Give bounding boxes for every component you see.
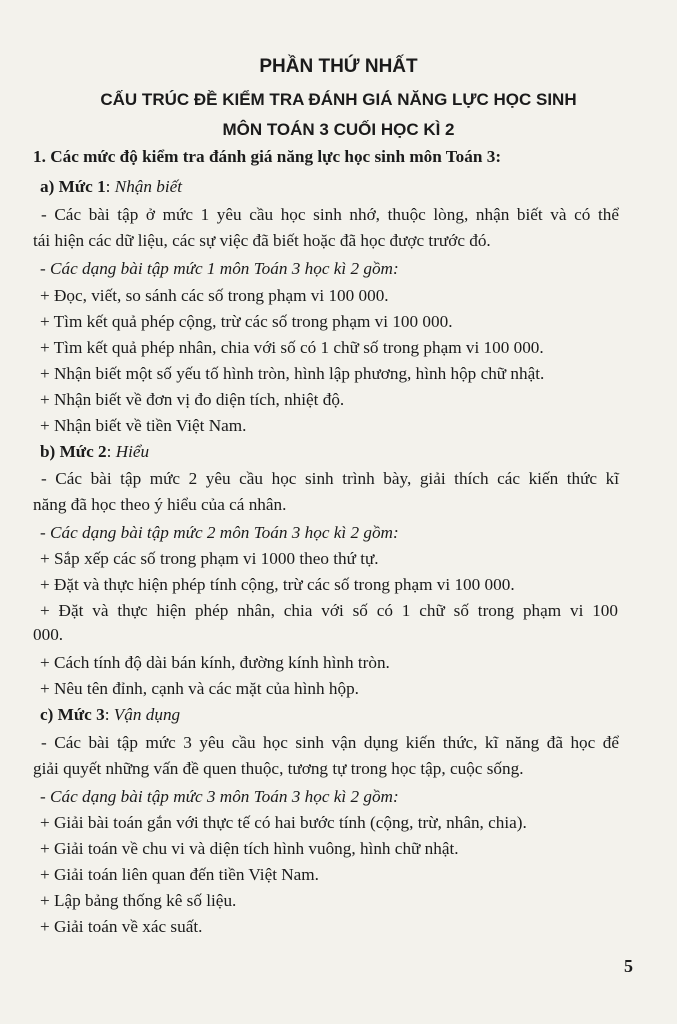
level-1-desc-line-1: - Các bài tập ở mức 1 yêu cầu học sinh nhớ, thuộc lòng, nhận biết và có thể bbox=[41, 205, 619, 224]
list-item: + Sắp xếp các số trong phạm vi 1000 theo thứ tự. bbox=[40, 549, 379, 568]
list-item: + Cách tính độ dài bán kính, đường kính hình tròn. bbox=[40, 653, 390, 672]
level-2-heading bbox=[40, 441, 149, 463]
section-heading: 1. Các mức độ kiểm tra đánh giá năng lực học sinh môn Toán 3: bbox=[33, 147, 502, 166]
part-heading: PHẦN THỨ NHẤT bbox=[259, 56, 418, 77]
level-3-desc-line-2: giải quyết những vấn đề quen thuộc, tương tự trong học tập, cuộc sống. bbox=[33, 759, 524, 778]
level-1-desc-line-2: tái hiện các dữ liệu, các sự việc đã biết hoặc đã học được trước đó. bbox=[33, 231, 491, 250]
list-item-continuation: 000. bbox=[33, 625, 64, 644]
list-item: + Giải toán về xác suất. bbox=[40, 917, 203, 936]
document-title: CẤU TRÚC ĐỀ KIỂM TRA ĐÁNH GIÁ NĂNG LỰC HỌC SINH bbox=[100, 90, 577, 109]
list-item: + Tìm kết quả phép nhân, chia với số có 1 chữ số trong phạm vi 100 000. bbox=[40, 338, 544, 357]
page-headings bbox=[0, 54, 677, 142]
level-2-types-heading: - Các dạng bài tập mức 2 môn Toán 3 học kì 2 gồm: bbox=[40, 523, 399, 542]
level-2-desc-line-2: năng đã học theo ý hiểu của cá nhân. bbox=[33, 495, 287, 514]
list-item: + Giải toán liên quan đến tiền Việt Nam. bbox=[40, 865, 319, 884]
level-1-types-heading: - Các dạng bài tập mức 1 môn Toán 3 học kì 2 gồm: bbox=[40, 259, 399, 278]
level-1-label: a) Mức 1 bbox=[40, 177, 106, 196]
page-number: 5 bbox=[624, 956, 633, 976]
level-3-name: Vận dụng bbox=[113, 705, 181, 724]
list-item: + Đọc, viết, so sánh các số trong phạm vi 100 000. bbox=[40, 286, 389, 305]
list-item: + Nêu tên đỉnh, cạnh và các mặt của hình hộp. bbox=[40, 679, 359, 698]
level-1-heading bbox=[40, 176, 182, 198]
level-2-name: Hiểu bbox=[115, 442, 150, 461]
list-item: + Nhận biết về đơn vị đo diện tích, nhiệt độ. bbox=[40, 390, 345, 409]
level-2-label: b) Mức 2 bbox=[40, 442, 107, 461]
level-3-types-heading: - Các dạng bài tập mức 3 môn Toán 3 học kì 2 gồm: bbox=[40, 787, 399, 806]
list-item: + Đặt và thực hiện phép tính cộng, trừ các số trong phạm vi 100 000. bbox=[40, 575, 515, 594]
list-item: + Đặt và thực hiện phép nhân, chia với số có 1 chữ số trong phạm vi 100 bbox=[40, 601, 618, 620]
list-item: + Giải bài toán gắn với thực tế có hai bước tính (cộng, trừ, nhân, chia). bbox=[40, 813, 527, 832]
list-item: + Giải toán về chu vi và diện tích hình vuông, hình chữ nhật. bbox=[40, 839, 459, 858]
level-2-desc-line-1: - Các bài tập mức 2 yêu cầu học sinh trình bày, giải thích các kiến thức kĩ bbox=[41, 469, 619, 488]
list-item: + Tìm kết quả phép cộng, trừ các số trong phạm vi 100 000. bbox=[40, 312, 453, 331]
level-3-separator: : bbox=[104, 705, 114, 724]
level-3-desc-line-1: - Các bài tập mức 3 yêu cầu học sinh vận dụng kiến thức, kĩ năng đã học để bbox=[41, 733, 619, 752]
level-1-name: Nhận biết bbox=[114, 177, 183, 196]
level-1-separator: : bbox=[105, 177, 115, 196]
level-3-heading bbox=[40, 704, 180, 726]
list-item: + Nhận biết một số yếu tố hình tròn, hình lập phương, hình hộp chữ nhật. bbox=[40, 364, 545, 383]
document-subtitle: MÔN TOÁN 3 CUỐI HỌC KÌ 2 bbox=[222, 120, 455, 139]
level-2-separator: : bbox=[106, 442, 116, 461]
list-item: + Nhận biết về tiền Việt Nam. bbox=[40, 416, 247, 435]
list-item: + Lập bảng thống kê số liệu. bbox=[40, 891, 237, 910]
level-3-label: c) Mức 3 bbox=[40, 705, 105, 724]
